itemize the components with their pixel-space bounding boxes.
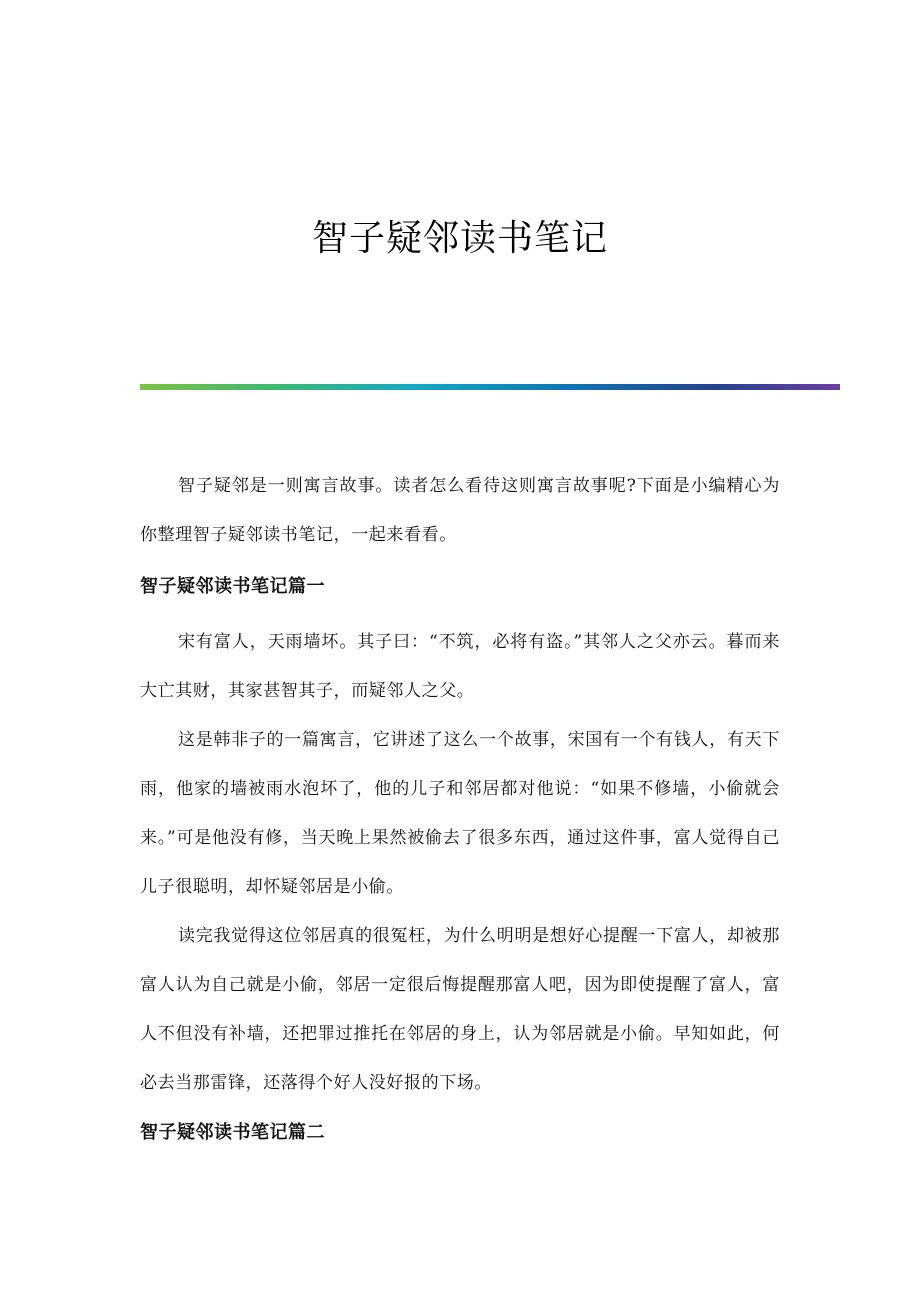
intro-paragraph: 智子疑邻是一则寓言故事。读者怎么看待这则寓言故事呢?下面是小编精心为你整理智子疑邻读书笔记，一起来看看。 [140, 476, 780, 545]
section-1-paragraph-2: 这是韩非子的一篇寓言，它讲述了这么一个故事，宋国有一个有钱人，有天下雨，他家的墙被雨水泡坏了，他的儿子和邻居都对他说：“如果不修墙，小偷就会来。”可是他没有修，当天晚上果然被偷去了很多东西，通过这件事，富人觉得自己儿子很聪明，却怀疑邻居是小偷。 [140, 730, 780, 897]
gradient-divider [140, 384, 840, 390]
section-1-paragraph-3: 读完我觉得这位邻居真的很冤枉，为什么明明是想好心提醒一下富人，却被那富人认为自己就是小偷，邻居一定很后悔提醒那富人吧，因为即使提醒了富人，富人不但没有补墙，还把罪过推托在邻居的身上，认为邻居就是小偷。早知如此，何必去当那雷锋，还落得个好人没好报的下场。 [140, 926, 780, 1093]
section-heading-1: 智子疑邻读书笔记篇一 [140, 576, 325, 597]
document-body [140, 462, 780, 1158]
section-heading-2: 智子疑邻读书笔记篇二 [140, 1122, 325, 1143]
document-title: 智子疑邻读书笔记 [311, 218, 608, 259]
section-1-paragraph-1: 宋有富人，天雨墙坏。其子曰：“不筑，必将有盗。”其邻人之父亦云。暮而来大亡其财，其家甚智其子，而疑邻人之父。 [140, 632, 780, 701]
